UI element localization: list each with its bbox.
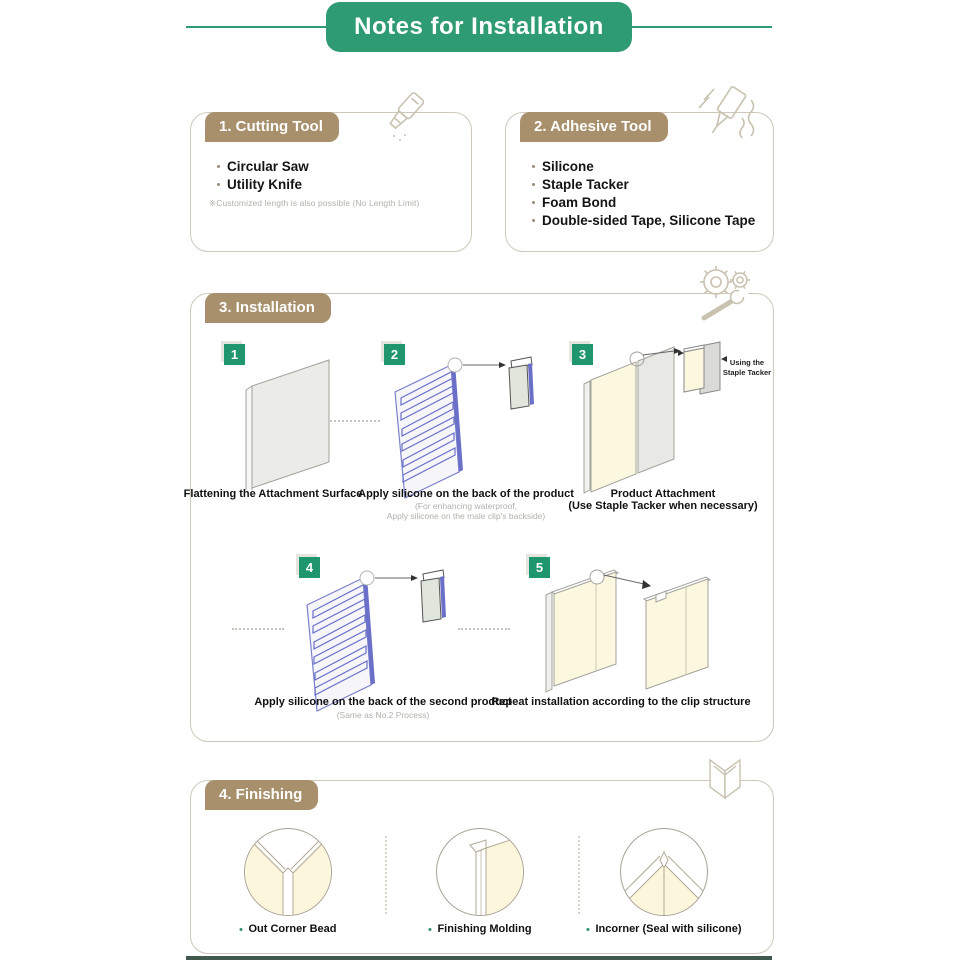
adhesive-tool-list <box>532 157 755 229</box>
step-badge: 3 <box>572 344 593 365</box>
corner-bead-icon <box>702 756 750 802</box>
dotted-separator <box>458 628 510 630</box>
bullet-dot <box>586 928 589 931</box>
footer-bar <box>186 956 772 960</box>
annotation-line: Using the <box>729 358 765 367</box>
dotted-separator <box>330 420 380 422</box>
staple-tacker-annotation <box>720 358 774 378</box>
step3-caption: Product Attachment <box>610 488 716 500</box>
list-item <box>532 157 755 175</box>
list-item <box>217 157 309 175</box>
dotted-separator <box>385 836 387 914</box>
finishing-item <box>428 923 531 935</box>
step3-attachment-illustration <box>578 340 728 503</box>
list-item-label: Circular Saw <box>227 158 309 174</box>
step4-subcaption: (Same as No.2 Process) <box>336 710 430 720</box>
section-installation-label: 3. Installation <box>205 293 331 323</box>
page-title: Notes for Installation <box>326 2 632 52</box>
list-item <box>532 193 755 211</box>
finishing-item-label: Finishing Molding <box>437 923 532 935</box>
annotation-line: Staple Tacker <box>722 368 772 377</box>
bullet-dot <box>532 219 535 222</box>
step2-subcaption: (For enhancing waterproof, <box>414 501 518 511</box>
step5-repeat-illustration <box>540 563 715 703</box>
list-item <box>217 175 309 193</box>
finishing-molding-illustration <box>434 826 526 923</box>
step2-silicone-illustration <box>385 352 535 505</box>
bullet-dot <box>532 165 535 168</box>
dotted-separator <box>232 628 284 630</box>
cutting-tool-list <box>217 157 309 193</box>
utility-knife-icon <box>378 90 436 148</box>
finishing-item <box>239 923 336 935</box>
step1-caption: Flattening the Attachment Surface <box>183 488 363 500</box>
incorner-illustration <box>618 826 710 923</box>
out-corner-bead-illustration <box>242 826 334 923</box>
list-item <box>532 211 755 229</box>
finishing-item-label: Incorner (Seal with silicone) <box>595 923 742 935</box>
step3-caption-line2: (Use Staple Tacker when necessary) <box>568 500 758 512</box>
list-item-label: Utility Knife <box>227 176 303 192</box>
bullet-dot <box>532 183 535 186</box>
list-item <box>532 175 755 193</box>
step5-caption: Repeat installation according to the clip structure <box>491 696 751 708</box>
list-item-label: Staple Tacker <box>542 176 629 192</box>
list-item-label: Foam Bond <box>542 194 617 210</box>
step-badge: 1 <box>224 344 245 365</box>
silicone-gun-icon <box>696 84 762 152</box>
dotted-separator <box>578 836 580 914</box>
step-badge: 2 <box>384 344 405 365</box>
bullet-dot <box>239 928 242 931</box>
step4-caption: Apply silicone on the back of the second product <box>254 696 512 708</box>
section-cutting-label: 1. Cutting Tool <box>205 112 339 142</box>
section-adhesive-label: 2. Adhesive Tool <box>520 112 668 142</box>
bullet-dot <box>217 165 220 168</box>
step2-subcaption: Apply silicone on the male clip's backside) <box>386 511 546 521</box>
step2-caption: Apply silicone on the back of the product <box>358 488 574 500</box>
bullet-dot <box>532 201 535 204</box>
list-item-label: Double-sided Tape, Silicone Tape <box>542 212 756 228</box>
length-note: ※Customized length is also possible (No Length Limit) <box>209 198 420 208</box>
step-badge: 5 <box>529 557 550 578</box>
list-item-label: Silicone <box>542 158 594 174</box>
finishing-item <box>586 923 741 935</box>
step1-panel-illustration <box>232 350 332 495</box>
section-finishing-label: 4. Finishing <box>205 780 318 810</box>
step-badge: 4 <box>299 557 320 578</box>
bullet-dot <box>428 928 431 931</box>
bullet-dot <box>217 183 220 186</box>
finishing-item-label: Out Corner Bead <box>248 923 337 935</box>
gear-wrench-icon <box>690 264 756 324</box>
